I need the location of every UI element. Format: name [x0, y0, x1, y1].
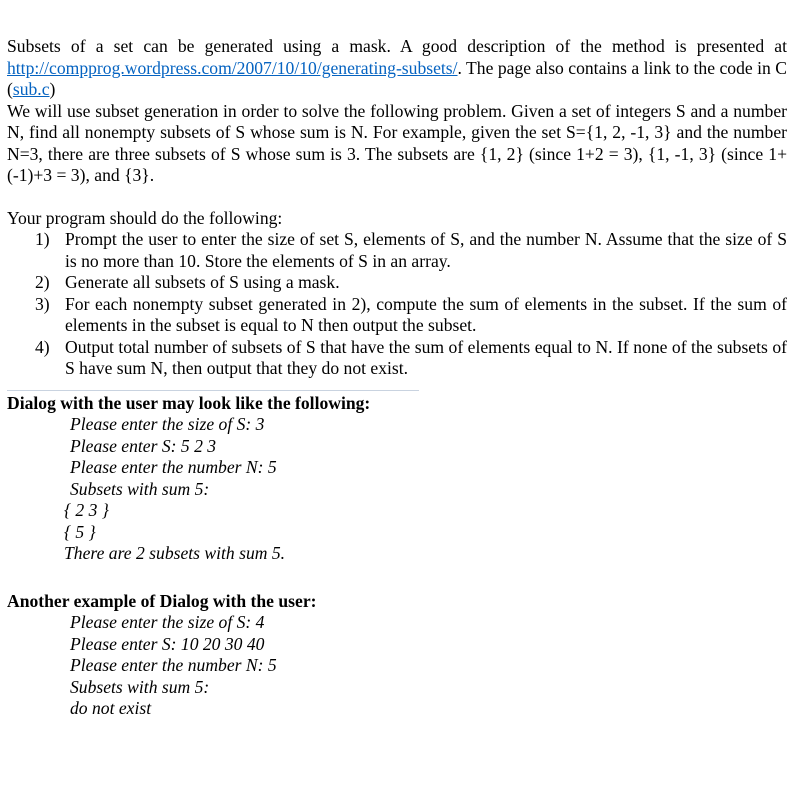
dialog-line: Please enter the size of S: 3 — [70, 414, 265, 434]
dialog-line: Subsets with sum 5: — [70, 676, 210, 697]
sub-c-link[interactable]: sub.c — [12, 79, 50, 99]
intro-text-1: Subsets of a set can be generated using a mask. A good description of the method is presented at — [7, 36, 787, 56]
dialog-line: Please enter S: 5 2 3 — [70, 435, 217, 456]
generating-subsets-link[interactable]: http://compprog.wordpress.com/2007/10/10/generating-subsets/ — [7, 57, 458, 78]
intro-text-2: . The page also contains a link to the code in C ( — [7, 57, 787, 99]
dialog-line: Please enter the number N: 5 — [70, 457, 277, 477]
dialog-2-heading: Another example of Dialog with the user: — [7, 590, 317, 611]
dialog-line: Please enter the size of S: 4 — [70, 612, 265, 632]
dialog-line: do not exist — [70, 698, 152, 718]
step-item-3 — [7, 294, 787, 337]
dialog-2-transcript — [7, 612, 787, 720]
dialog-line: Subsets with sum 5: — [70, 478, 210, 499]
intro-paragraph — [7, 36, 787, 101]
program-intro: Your program should do the following: — [7, 207, 283, 228]
step-item-4 — [7, 337, 787, 380]
intro-text-3: ) — [49, 79, 56, 99]
steps-list — [7, 229, 787, 380]
step-number: 2) — [35, 272, 50, 292]
step-number: 4) — [35, 336, 50, 357]
step-item-1 — [7, 229, 787, 272]
dialog-1-transcript — [7, 414, 787, 565]
step-text: Generate all subsets of S using a mask. — [65, 272, 340, 292]
dialog-line: There are 2 subsets with sum 5. — [64, 543, 286, 563]
document-page — [7, 36, 787, 720]
dialog-1-heading: Dialog with the user may look like the following: — [7, 392, 371, 413]
step-text: Output total number of subsets of S that have the sum of elements equal to N. If none of the subsets of S have sum N, then output that they do not exist. — [65, 336, 787, 378]
problem-paragraph: We will use subset generation in order to solve the following problem. Given a set of integers S and a number N, find all nonempty subsets of S whose sum is N. For example, given the set S={1, 2, -1, 3} and the number N=3, there are three subsets of S whose sum is 3. The subsets are {1, 2} (since 1+2 = 3), {1, -1, 3} (since 1+(-1)+3 = 3), and {3}. — [7, 100, 787, 185]
dialog-line: { 2 3 } — [64, 500, 109, 520]
step-text: For each nonempty subset generated in 2), compute the sum of elements in the subset. If the sum of elements in the subset is equal to N then output the subset. — [65, 293, 787, 335]
step-number: 3) — [35, 293, 50, 314]
step-item-2 — [7, 272, 787, 294]
section-divider — [7, 390, 419, 391]
dialog-line: { 5 } — [64, 521, 96, 542]
step-text: Prompt the user to enter the size of set S, elements of S, and the number N. Assume that the size of S is no more than 10. Store the elements of S in an array. — [65, 229, 787, 271]
dialog-line: Please enter the number N: 5 — [70, 655, 277, 675]
dialog-line: Please enter S: 10 20 30 40 — [70, 633, 265, 654]
step-number: 1) — [35, 229, 50, 249]
